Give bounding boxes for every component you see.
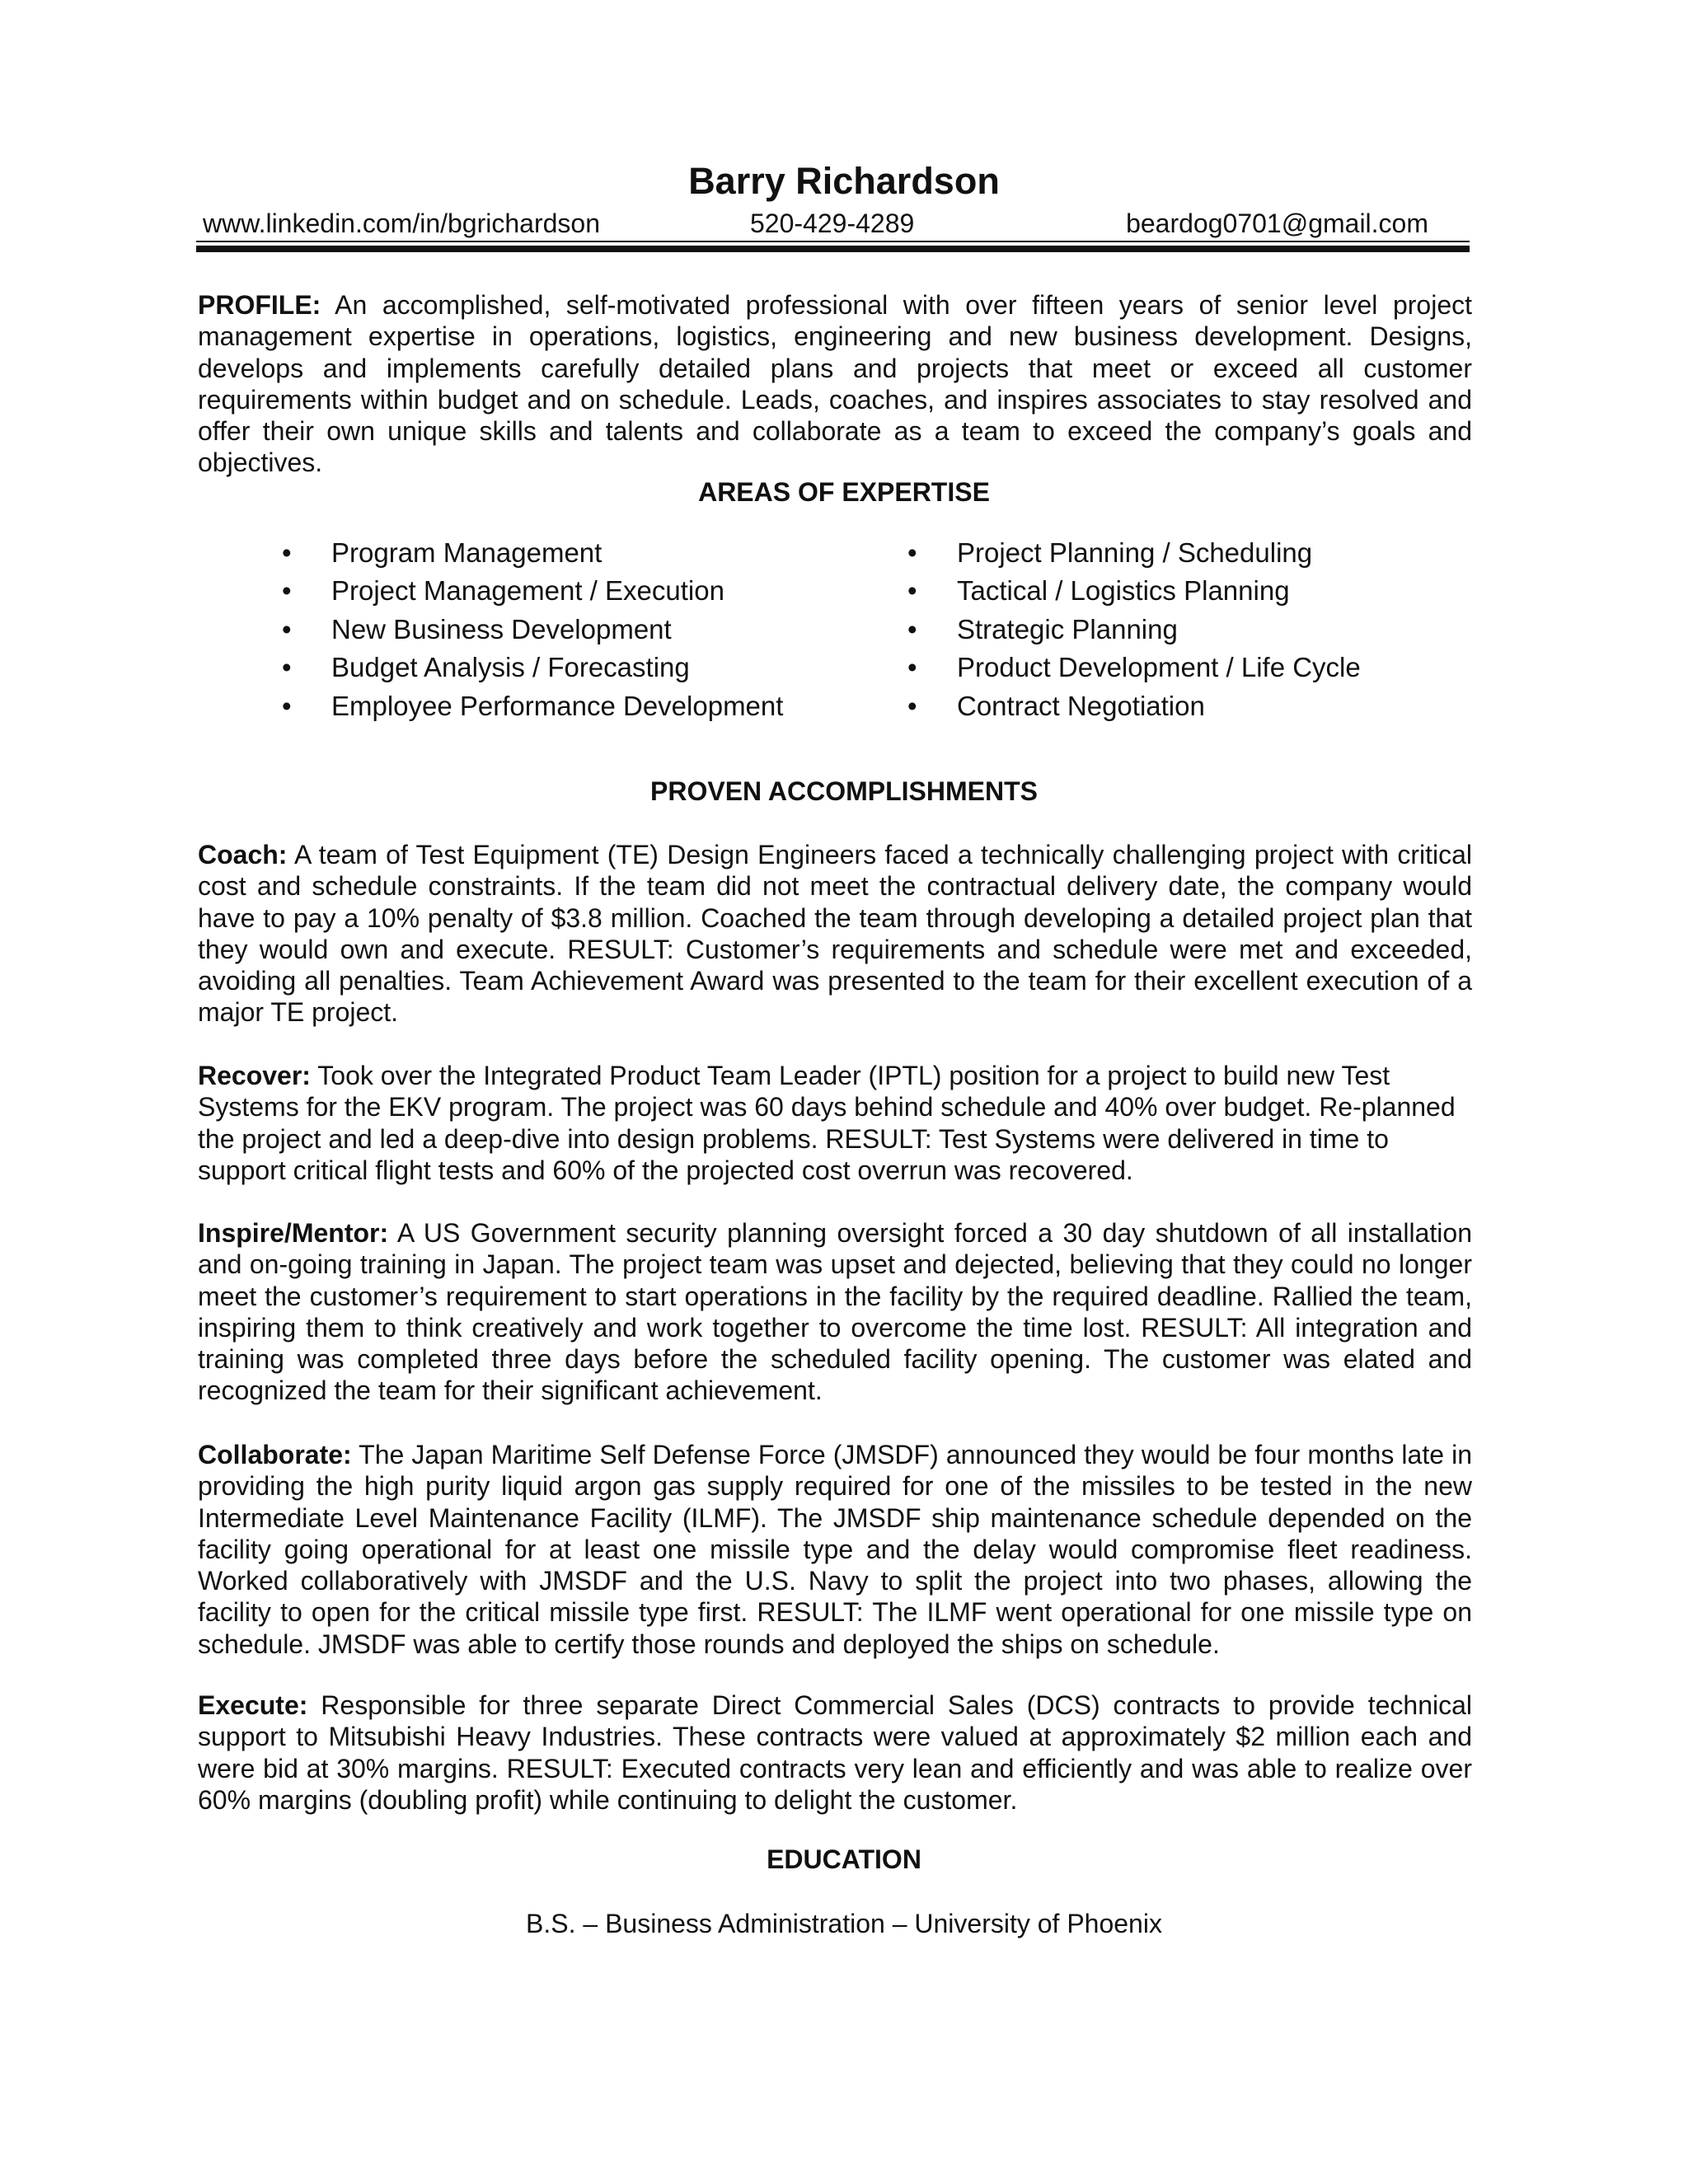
list-item: • Tactical / Logistics Planning <box>907 572 1361 610</box>
accomplishment-label: Collaborate: <box>198 1440 352 1469</box>
phone-number: 520-429-4289 <box>750 209 915 238</box>
profile-text: An accomplished, self-motivated professional with over fifteen years of senior level project management expertise in operations, logistics, engineering and new business development. Designs, develops and implements carefully detailed plans and projects that meet or exceed all customer requirements within budget and on schedule. Leads, coaches, and inspires associates to stay resolved and offer their own unique skills and talents and collaborate as a team to exceed the company’s goals and objectives. <box>198 290 1472 478</box>
accomplishments-heading: PROVEN ACCOMPLISHMENTS <box>650 776 1038 806</box>
expertise-list-right <box>907 534 1361 725</box>
accomplishment-label: Recover: <box>198 1061 311 1090</box>
email-address[interactable]: beardog0701@gmail.com <box>1126 209 1428 238</box>
accomplishment-label: Coach: <box>198 840 288 869</box>
list-item: • New Business Development <box>282 611 783 649</box>
expertise-list-left <box>282 534 783 725</box>
education-heading: EDUCATION <box>767 1844 921 1874</box>
list-item: • Project Management / Execution <box>282 572 783 610</box>
accomplishment-text: A team of Test Equipment (TE) Design Engineers faced a technically challenging project with critical cost and schedule constraints. If the team did not meet the contractual delivery date, the company would have to pay a 10% penalty of $3.8 million. Coached the team through developing a detailed project plan that they would own and execute. RESULT: Customer’s requirements and schedule were met and exceeded, avoiding all penalties. Team Achievement Award was presented to the team for their excellent execution of a major TE project. <box>198 840 1472 1028</box>
accomplishment-execute <box>198 1690 1472 1816</box>
accomplishment-inspire-mentor <box>198 1217 1472 1407</box>
accomplishment-label: Inspire/Mentor: <box>198 1218 389 1248</box>
accomplishment-coach <box>198 839 1472 1029</box>
list-item: • Product Development / Life Cycle <box>907 649 1361 687</box>
list-item: • Budget Analysis / Forecasting <box>282 649 783 687</box>
accomplishment-collaborate <box>198 1439 1472 1660</box>
header-divider-thick <box>196 246 1470 252</box>
profile-paragraph <box>198 289 1472 479</box>
accomplishment-label: Execute: <box>198 1690 308 1720</box>
header-divider-thin <box>196 241 1470 242</box>
list-item: • Employee Performance Development <box>282 687 783 725</box>
candidate-name: Barry Richardson <box>688 160 1000 202</box>
list-item: • Program Management <box>282 534 783 572</box>
list-item: • Project Planning / Scheduling <box>907 534 1361 572</box>
linkedin-link[interactable]: www.linkedin.com/in/bgrichardson <box>203 209 600 238</box>
accomplishment-text: Responsible for three separate Direct Commercial Sales (DCS) contracts to provide technical support to Mitsubishi Heavy Industries. These contracts were valued at approximately $2 million each and were bid at 30% margins. RESULT: Executed contracts very lean and efficiently and was able to realize over 60% margins (doubling profit) while continuing to delight the customer. <box>198 1690 1472 1815</box>
accomplishment-text: The Japan Maritime Self Defense Force (JMSDF) announced they would be four months late in providing the high purity liquid argon gas supply required for one of the missiles to be tested in the new Intermediate Level Maintenance Facility (ILMF). The JMSDF ship maintenance schedule depended on the facility going operational for at least one missile type and the delay would compromise fleet readiness. Worked collaboratively with JMSDF and the U.S. Navy to split the project into two phases, allowing the facility to open for the critical missile type first. RESULT: The ILMF went operational for one missile type on schedule. JMSDF was able to certify those rounds and deployed the ships on schedule. <box>198 1440 1472 1659</box>
expertise-heading: AREAS OF EXPERTISE <box>698 477 990 507</box>
contact-line <box>196 207 1470 240</box>
profile-label: PROFILE: <box>198 290 321 320</box>
accomplishment-recover <box>198 1060 1472 1186</box>
education-degree: B.S. – Business Administration – University of Phoenix <box>526 1909 1162 1938</box>
list-item: • Strategic Planning <box>907 611 1361 649</box>
accomplishment-text: A US Government security planning oversight forced a 30 day shutdown of all installation and on-going training in Japan. The project team was upset and dejected, believing that they could no longer meet the customer’s requirement to start operations in the facility by the required deadline. Rallied the team, inspiring them to think creatively and work together to overcome the time lost. RESULT: All integration and training was completed three days before the scheduled facility opening. The customer was elated and recognized the team for their significant achievement. <box>198 1218 1472 1406</box>
accomplishment-text: Took over the Integrated Product Team Leader (IPTL) position for a project to build new Test Systems for the EKV program. The project was 60 days behind schedule and 40% over budget. Re-planned the project and led a deep-dive into design problems. RESULT: Test Systems were delivered in time to support critical flight tests and 60% of the projected cost overrun was recovered. <box>198 1061 1456 1185</box>
list-item: • Contract Negotiation <box>907 687 1361 725</box>
